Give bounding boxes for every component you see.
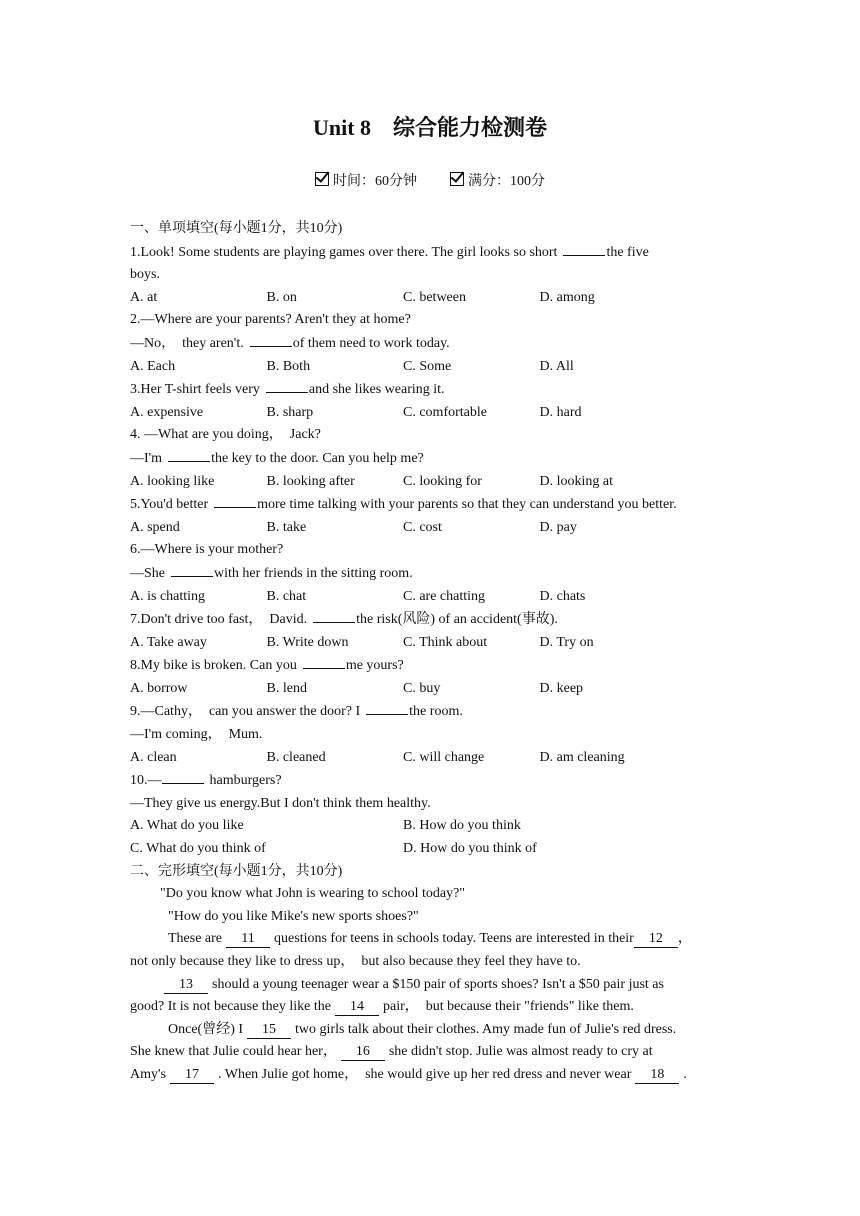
answer-options: A. Each B. Both C. Some D. All [130, 358, 574, 374]
answer-blank [303, 654, 345, 669]
answer-options: A. at B. on C. between D. among [130, 289, 595, 305]
passage-line: These are 11 questions for teens in schools today. Teens are interested in their 12 ， [168, 931, 692, 947]
checkbox-icon [315, 172, 329, 186]
cloze-blank: 15 [247, 1022, 291, 1039]
answer-blank [563, 241, 605, 256]
question-stem-continued: —I'm the key to the door. Can you help me? [130, 447, 740, 471]
answer-options: A. What do you like B. How do you think [130, 818, 521, 834]
score-info: 满分：100分 [450, 172, 545, 192]
cloze-blank: 17 [170, 1067, 214, 1084]
answer-options: A. spend B. take C. cost D. pay [130, 519, 577, 535]
section-heading: 一、单项填空(每小题1分，共10分) [130, 221, 343, 236]
question-stem: 5.You'd better more time talking with your parents so that they can understand you better. [130, 493, 740, 517]
question-stem-continued: —I'm coming， Mum. [130, 727, 263, 743]
passage-line: Amy's 17 . When Julie got home， she would give up her red dress and never wear 18 . [130, 1066, 687, 1082]
section-heading: 二、完形填空(每小题1分，共10分) [130, 863, 343, 879]
question-stem-continued: —She with her friends in the sitting room. [130, 562, 740, 586]
answer-blank [266, 378, 308, 393]
passage-line: 13 should a young teenager wear a $150 pair of sports shoes? Isn't a $50 pair just as [130, 974, 740, 997]
passage-line: "Do you know what John is wearing to school today?" [160, 886, 465, 902]
answer-blank [250, 332, 292, 347]
time-info: 时间：60分钟 [315, 172, 417, 192]
question-stem: 8.My bike is broken. Can you me yours? [130, 654, 740, 678]
question-stem: 6.—Where is your mother? [130, 542, 284, 558]
answer-blank [171, 562, 213, 577]
cloze-blank: 18 [635, 1067, 679, 1084]
exam-meta [130, 172, 730, 192]
cloze-blank: 13 [164, 977, 208, 994]
question-stem: 9.—Cathy， can you answer the door? I the room. [130, 700, 740, 724]
question-stem: 7.Don't drive too fast， David. the risk(风险) of an accident(事故). [130, 608, 740, 632]
answer-options: C. What do you think of D. How do you think of [130, 841, 537, 857]
answer-blank [168, 447, 210, 462]
question-stem: 10.— hamburgers? [130, 769, 740, 793]
question-stem: 2.—Where are your parents? Aren't they at home? [130, 312, 411, 328]
answer-blank [313, 608, 355, 623]
question-stem: 3.Her T-shirt feels very and she likes wearing it. [130, 378, 740, 402]
answer-blank [162, 769, 204, 784]
answer-blank [214, 493, 256, 508]
answer-options: A. is chatting B. chat C. are chatting D. chats [130, 588, 586, 604]
passage-line: She knew that Julie could hear her， 16 she didn't stop. Julie was almost ready to cry at [130, 1044, 653, 1060]
answer-options: A. clean B. cleaned C. will change D. am cleaning [130, 749, 625, 765]
question-stem-continued: —No， they aren't. of them need to work today. [130, 332, 740, 356]
answer-options: A. looking like B. looking after C. looking for D. looking at [130, 473, 613, 489]
question-stem: 1.Look! Some students are playing games over there. The girl looks so short the five [130, 241, 740, 265]
question-stem-continued: boys. [130, 267, 160, 283]
cloze-blank: 12 [634, 931, 678, 948]
passage-line: not only because they like to dress up， but also because they feel they have to. [130, 954, 581, 969]
cloze-blank: 11 [226, 931, 270, 948]
question-stem: 4. —What are you doing， Jack? [130, 427, 321, 443]
answer-blank [366, 700, 408, 715]
cloze-blank: 14 [335, 999, 379, 1016]
passage-line: good? It is not because they like the 14 pair， but because their "friends" like them. [130, 999, 634, 1015]
passage-line: Once(曾经) I 15 two girls talk about their clothes. Amy made fun of Julie's red dress. [168, 1021, 677, 1037]
passage-line: "How do you like Mike's new sports shoes?" [168, 908, 419, 924]
answer-options: A. borrow B. lend C. buy D. keep [130, 680, 584, 696]
exam-content [130, 218, 740, 1087]
question-stem-continued: —They give us energy.But I don't think them healthy. [130, 795, 431, 811]
answer-options: A. Take away B. Write down C. Think about D. Try on [130, 634, 594, 650]
page-title: Unit 8 综合能力检测卷 [312, 115, 548, 140]
cloze-blank: 16 [341, 1044, 385, 1061]
answer-options: A. expensive B. sharp C. comfortable D. hard [130, 404, 582, 420]
checkbox-icon [450, 172, 464, 186]
